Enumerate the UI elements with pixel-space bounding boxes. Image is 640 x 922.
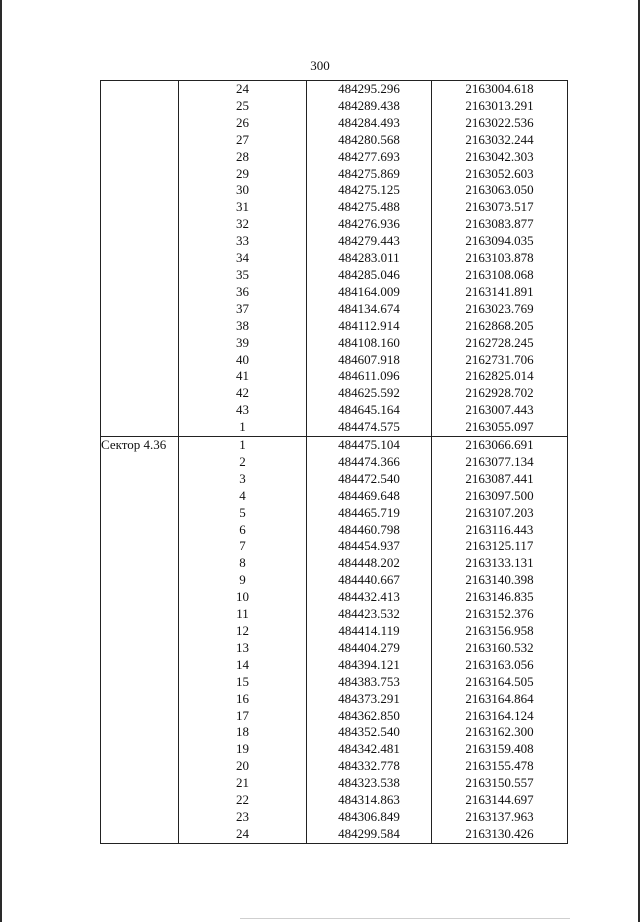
x-coordinate-cell: 484472.540 — [307, 471, 432, 488]
table-row — [101, 471, 568, 488]
table-row — [101, 758, 568, 775]
x-coordinate-cell: 484314.863 — [307, 792, 432, 809]
x-coordinate-cell: 484611.096 — [307, 368, 432, 385]
sector-cell — [101, 657, 179, 674]
point-number-cell: 19 — [179, 741, 307, 758]
point-number-cell: 11 — [179, 606, 307, 623]
point-number-cell: 3 — [179, 471, 307, 488]
table-row — [101, 792, 568, 809]
x-coordinate-cell: 484277.693 — [307, 149, 432, 166]
point-number-cell: 31 — [179, 199, 307, 216]
point-number-cell: 24 — [179, 81, 307, 98]
point-number-cell: 14 — [179, 657, 307, 674]
table-row — [101, 335, 568, 352]
point-number-cell: 25 — [179, 98, 307, 115]
x-coordinate-cell: 484352.540 — [307, 724, 432, 741]
table-row — [101, 674, 568, 691]
scan-artifact-line — [240, 918, 570, 919]
table-row — [101, 555, 568, 572]
x-coordinate-cell: 484342.481 — [307, 741, 432, 758]
x-coordinate-cell: 484283.011 — [307, 250, 432, 267]
x-coordinate-cell: 484474.575 — [307, 419, 432, 436]
sector-cell — [101, 741, 179, 758]
point-number-cell: 33 — [179, 233, 307, 250]
sector-cell — [101, 826, 179, 843]
sector-cell — [101, 385, 179, 402]
sector-cell — [101, 792, 179, 809]
y-coordinate-cell: 2163160.532 — [432, 640, 568, 657]
y-coordinate-cell: 2162868.205 — [432, 318, 568, 335]
x-coordinate-cell: 484275.488 — [307, 199, 432, 216]
x-coordinate-cell: 484332.778 — [307, 758, 432, 775]
y-coordinate-cell: 2162731.706 — [432, 352, 568, 369]
sector-cell — [101, 115, 179, 132]
y-coordinate-cell: 2163023.769 — [432, 301, 568, 318]
y-coordinate-cell: 2163052.603 — [432, 166, 568, 183]
sector-cell — [101, 216, 179, 233]
point-number-cell: 23 — [179, 809, 307, 826]
y-coordinate-cell: 2163107.203 — [432, 505, 568, 522]
point-number-cell: 13 — [179, 640, 307, 657]
y-coordinate-cell: 2162825.014 — [432, 368, 568, 385]
x-coordinate-cell: 484276.936 — [307, 216, 432, 233]
sector-cell — [101, 538, 179, 555]
sector-cell — [101, 182, 179, 199]
x-coordinate-cell: 484362.850 — [307, 708, 432, 725]
x-coordinate-cell: 484383.753 — [307, 674, 432, 691]
x-coordinate-cell: 484164.009 — [307, 284, 432, 301]
sector-cell — [101, 352, 179, 369]
point-number-cell: 24 — [179, 826, 307, 843]
sector-cell — [101, 301, 179, 318]
table-row — [101, 640, 568, 657]
y-coordinate-cell: 2163144.697 — [432, 792, 568, 809]
table-row — [101, 250, 568, 267]
sector-cell — [101, 81, 179, 98]
y-coordinate-cell: 2163077.134 — [432, 454, 568, 471]
point-number-cell: 42 — [179, 385, 307, 402]
y-coordinate-cell: 2162728.245 — [432, 335, 568, 352]
table-row — [101, 149, 568, 166]
table-row — [101, 352, 568, 369]
y-coordinate-cell: 2163150.557 — [432, 775, 568, 792]
x-coordinate-cell: 484275.869 — [307, 166, 432, 183]
table-row — [101, 419, 568, 436]
sector-cell — [101, 368, 179, 385]
y-coordinate-cell: 2163087.441 — [432, 471, 568, 488]
sector-cell — [101, 318, 179, 335]
table-row — [101, 775, 568, 792]
y-coordinate-cell: 2163013.291 — [432, 98, 568, 115]
table-row — [101, 385, 568, 402]
x-coordinate-cell: 484440.667 — [307, 572, 432, 589]
table-row — [101, 741, 568, 758]
table-row — [101, 284, 568, 301]
point-number-cell: 28 — [179, 149, 307, 166]
point-number-cell: 1 — [179, 419, 307, 436]
x-coordinate-cell: 484394.121 — [307, 657, 432, 674]
sector-cell — [101, 250, 179, 267]
table-row — [101, 199, 568, 216]
sector-cell — [101, 199, 179, 216]
sector-cell — [101, 724, 179, 741]
sector-cell — [101, 640, 179, 657]
sector-cell — [101, 454, 179, 471]
table-row — [101, 538, 568, 555]
y-coordinate-cell: 2163146.835 — [432, 589, 568, 606]
x-coordinate-cell: 484625.592 — [307, 385, 432, 402]
point-number-cell: 4 — [179, 488, 307, 505]
y-coordinate-cell: 2163094.035 — [432, 233, 568, 250]
x-coordinate-cell: 484279.443 — [307, 233, 432, 250]
point-number-cell: 30 — [179, 182, 307, 199]
sector-cell — [101, 471, 179, 488]
y-coordinate-cell: 2163155.478 — [432, 758, 568, 775]
point-number-cell: 43 — [179, 402, 307, 419]
sector-cell — [101, 572, 179, 589]
y-coordinate-cell: 2163162.300 — [432, 724, 568, 741]
table-row — [101, 98, 568, 115]
x-coordinate-cell: 484454.937 — [307, 538, 432, 555]
table-row — [101, 318, 568, 335]
x-coordinate-cell: 484465.719 — [307, 505, 432, 522]
sector-cell — [101, 809, 179, 826]
table-row — [101, 809, 568, 826]
point-number-cell: 17 — [179, 708, 307, 725]
point-number-cell: 34 — [179, 250, 307, 267]
x-coordinate-cell: 484645.164 — [307, 402, 432, 419]
y-coordinate-cell: 2163073.517 — [432, 199, 568, 216]
table-row — [101, 233, 568, 250]
table-row — [101, 488, 568, 505]
y-coordinate-cell: 2163083.877 — [432, 216, 568, 233]
x-coordinate-cell: 484112.914 — [307, 318, 432, 335]
y-coordinate-cell: 2163063.050 — [432, 182, 568, 199]
point-number-cell: 40 — [179, 352, 307, 369]
table-row — [101, 708, 568, 725]
x-coordinate-cell: 484108.160 — [307, 335, 432, 352]
point-number-cell: 5 — [179, 505, 307, 522]
sector-cell — [101, 758, 179, 775]
y-coordinate-cell: 2163116.443 — [432, 522, 568, 539]
table-row — [101, 115, 568, 132]
point-number-cell: 38 — [179, 318, 307, 335]
sector-cell — [101, 775, 179, 792]
y-coordinate-cell: 2163164.505 — [432, 674, 568, 691]
sector-cell — [101, 132, 179, 149]
sector-cell — [101, 505, 179, 522]
sector-cell — [101, 402, 179, 419]
table-row — [101, 166, 568, 183]
y-coordinate-cell: 2163032.244 — [432, 132, 568, 149]
point-number-cell: 35 — [179, 267, 307, 284]
point-number-cell: 9 — [179, 572, 307, 589]
y-coordinate-cell: 2163159.408 — [432, 741, 568, 758]
y-coordinate-cell: 2163125.117 — [432, 538, 568, 555]
coordinates-table-body — [101, 81, 568, 844]
point-number-cell: 18 — [179, 724, 307, 741]
sector-cell — [101, 623, 179, 640]
sector-cell — [101, 166, 179, 183]
x-coordinate-cell: 484432.413 — [307, 589, 432, 606]
x-coordinate-cell: 484299.584 — [307, 826, 432, 843]
sector-cell — [101, 522, 179, 539]
y-coordinate-cell: 2163133.131 — [432, 555, 568, 572]
x-coordinate-cell: 484475.104 — [307, 437, 432, 454]
point-number-cell: 39 — [179, 335, 307, 352]
y-coordinate-cell: 2163140.398 — [432, 572, 568, 589]
y-coordinate-cell: 2163108.068 — [432, 267, 568, 284]
x-coordinate-cell: 484607.918 — [307, 352, 432, 369]
point-number-cell: 21 — [179, 775, 307, 792]
x-coordinate-cell: 484280.568 — [307, 132, 432, 149]
table-row — [101, 826, 568, 843]
table-row — [101, 623, 568, 640]
point-number-cell: 32 — [179, 216, 307, 233]
sector-cell — [101, 606, 179, 623]
x-coordinate-cell: 484295.296 — [307, 81, 432, 98]
x-coordinate-cell: 484289.438 — [307, 98, 432, 115]
table-row — [101, 572, 568, 589]
x-coordinate-cell: 484448.202 — [307, 555, 432, 572]
y-coordinate-cell: 2163156.958 — [432, 623, 568, 640]
sector-cell: Сектор 4.36 — [101, 437, 179, 454]
sector-cell — [101, 267, 179, 284]
x-coordinate-cell: 484414.119 — [307, 623, 432, 640]
x-coordinate-cell: 484460.798 — [307, 522, 432, 539]
table-row — [101, 505, 568, 522]
sector-cell — [101, 149, 179, 166]
y-coordinate-cell: 2163066.691 — [432, 437, 568, 454]
y-coordinate-cell: 2163042.303 — [432, 149, 568, 166]
sector-cell — [101, 488, 179, 505]
y-coordinate-cell: 2163163.056 — [432, 657, 568, 674]
table-row — [101, 216, 568, 233]
point-number-cell: 6 — [179, 522, 307, 539]
x-coordinate-cell: 484285.046 — [307, 267, 432, 284]
x-coordinate-cell: 484474.366 — [307, 454, 432, 471]
point-number-cell: 7 — [179, 538, 307, 555]
table-row — [101, 132, 568, 149]
x-coordinate-cell: 484275.125 — [307, 182, 432, 199]
sector-cell — [101, 98, 179, 115]
y-coordinate-cell: 2163164.124 — [432, 708, 568, 725]
y-coordinate-cell: 2162928.702 — [432, 385, 568, 402]
page-number: 300 — [310, 58, 330, 73]
table-row — [101, 724, 568, 741]
sector-cell — [101, 691, 179, 708]
y-coordinate-cell: 2163164.864 — [432, 691, 568, 708]
point-number-cell: 15 — [179, 674, 307, 691]
table-row — [101, 301, 568, 318]
sector-cell — [101, 284, 179, 301]
table-row — [101, 691, 568, 708]
x-coordinate-cell: 484469.648 — [307, 488, 432, 505]
y-coordinate-cell: 2163103.878 — [432, 250, 568, 267]
y-coordinate-cell: 2163007.443 — [432, 402, 568, 419]
y-coordinate-cell: 2163055.097 — [432, 419, 568, 436]
y-coordinate-cell: 2163152.376 — [432, 606, 568, 623]
sector-cell — [101, 555, 179, 572]
table-row — [101, 368, 568, 385]
table-row — [101, 454, 568, 471]
y-coordinate-cell: 2163022.536 — [432, 115, 568, 132]
x-coordinate-cell: 484423.532 — [307, 606, 432, 623]
point-number-cell: 26 — [179, 115, 307, 132]
table-row — [101, 589, 568, 606]
table-row — [101, 606, 568, 623]
y-coordinate-cell: 2163130.426 — [432, 826, 568, 843]
table-row — [101, 402, 568, 419]
table-row — [101, 267, 568, 284]
point-number-cell: 10 — [179, 589, 307, 606]
point-number-cell: 29 — [179, 166, 307, 183]
table-row — [101, 81, 568, 98]
y-coordinate-cell: 2163004.618 — [432, 81, 568, 98]
point-number-cell: 8 — [179, 555, 307, 572]
x-coordinate-cell: 484404.279 — [307, 640, 432, 657]
sector-cell — [101, 674, 179, 691]
table-row — [101, 657, 568, 674]
sector-cell — [101, 335, 179, 352]
y-coordinate-cell: 2163097.500 — [432, 488, 568, 505]
point-number-cell: 41 — [179, 368, 307, 385]
point-number-cell: 36 — [179, 284, 307, 301]
x-coordinate-cell: 484306.849 — [307, 809, 432, 826]
sector-cell — [101, 589, 179, 606]
x-coordinate-cell: 484134.674 — [307, 301, 432, 318]
y-coordinate-cell: 2163141.891 — [432, 284, 568, 301]
point-number-cell: 37 — [179, 301, 307, 318]
x-coordinate-cell: 484373.291 — [307, 691, 432, 708]
point-number-cell: 20 — [179, 758, 307, 775]
scan-edge-left — [0, 0, 2, 922]
sector-cell — [101, 233, 179, 250]
coordinates-table — [100, 80, 568, 844]
point-number-cell: 16 — [179, 691, 307, 708]
table-row — [101, 522, 568, 539]
sector-cell — [101, 708, 179, 725]
sector-cell — [101, 419, 179, 436]
point-number-cell: 27 — [179, 132, 307, 149]
point-number-cell: 1 — [179, 437, 307, 454]
x-coordinate-cell: 484323.538 — [307, 775, 432, 792]
point-number-cell: 12 — [179, 623, 307, 640]
y-coordinate-cell: 2163137.963 — [432, 809, 568, 826]
point-number-cell: 2 — [179, 454, 307, 471]
x-coordinate-cell: 484284.493 — [307, 115, 432, 132]
point-number-cell: 22 — [179, 792, 307, 809]
table-row — [101, 182, 568, 199]
table-row — [101, 437, 568, 454]
